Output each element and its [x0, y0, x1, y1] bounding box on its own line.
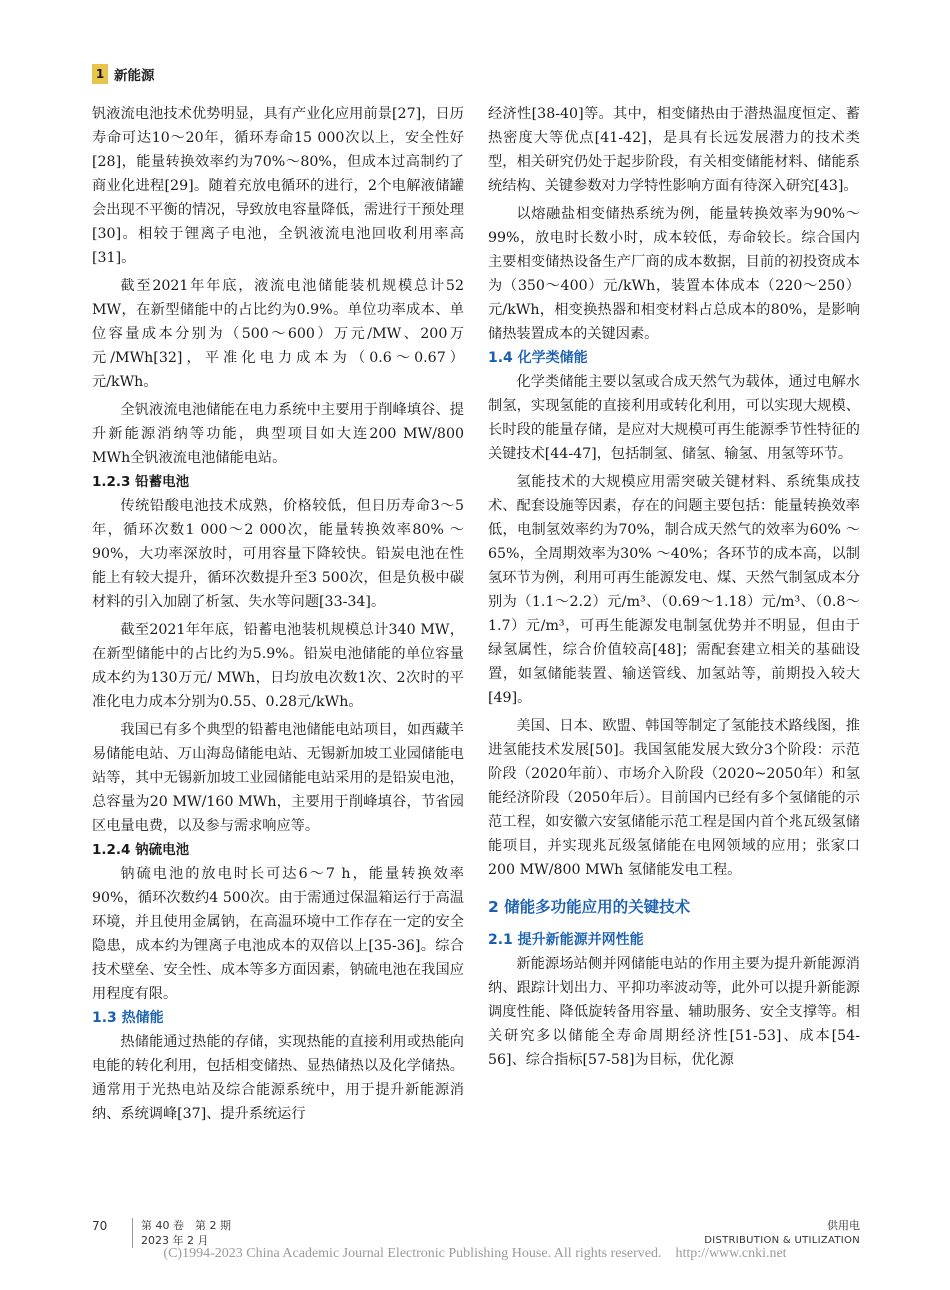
- paragraph: 新能源场站侧并网储能电站的作用主要为提升新能源消纳、跟踪计划出力、平抑功率波动等，此外可以提升新能源调度性能、降低旋转备用容量、辅助服务、安全支撑等。相关研究多以储能全寿命周期经济性[51-53]、成本[54-56]、综合指标[57-58]为目标，优化源: [488, 956, 860, 1068]
- footer-volume: 第 40 卷 第 2 期: [141, 1219, 231, 1232]
- paragraph: 我国已有多个典型的铅蓄电池储能电站项目，如西藏羊易储能电站、万山海岛储能电站、无锡新加坡工业园储能电站等，其中无锡新加坡工业园储能电站采用的是铅炭电池，总容量为20 MW/160 MWh，主要用于削峰填谷，节省园区电量电费，以及参与需求响应等。: [92, 722, 464, 834]
- footer-journal-cn: 供用电: [827, 1219, 860, 1232]
- right-column: [488, 102, 860, 1072]
- chapter-heading: 2 储能多功能应用的关键技术: [488, 898, 691, 916]
- subsection-heading: 1.2.4 钠硫电池: [92, 842, 190, 858]
- paragraph: 全钒液流电池储能在电力系统中主要用于削峰填谷、提升新能源消纳等功能，典型项目如大连200 MW/800 MWh全钒液流电池储能电站。: [92, 402, 464, 466]
- journal-name: 新能源: [114, 68, 155, 84]
- copyright-watermark: (C)1994-2023 China Academic Journal Electronic Publishing House. All rights reserved. http://www.cnki.net: [163, 1246, 787, 1261]
- paragraph: 热储能通过热能的存储，实现热能的直接利用或热能向电能的转化利用，包括相变储热、显热储热以及化学储热。通常用于光热电站及综合能源系统中，用于提升新能源消纳、系统调峰[37]、提升系统运行: [92, 1034, 464, 1122]
- footer-date: 2023 年 2 月: [141, 1234, 209, 1247]
- paragraph: 截至2021年年底，液流电池储能装机规模总计52 MW，在新型储能中的占比约为0.9%。单位功率成本、单位容量成本分别为（500～600）万元/MW、200万元/MWh[32]，平准化电力成本为（0.6～0.67）元/kWh。: [92, 278, 464, 390]
- paragraph: 美国、日本、欧盟、韩国等制定了氢能技术路线图，推进氢能技术发展[50]。我国氢能发展大致分3个阶段：示范阶段（2020年前）、市场介入阶段（2020~2050年）和氢能经济阶段（2050年后）。目前国内已经有多个氢储能的示范工程，如安徽六安氢储能示范工程是国内首个兆瓦级氢储能项目，并实现兆瓦级氢储能在电网领域的应用；张家口200 MW/800 MWh 氢储能发电工程。: [488, 718, 860, 878]
- paragraph: 钒液流电池技术优势明显，具有产业化应用前景[27]，日历寿命可达10～20年，循环寿命15 000次以上，安全性好[28]，能量转换效率约为70%～80%，但成本过高制约了商业化进程[29]。随着充放电循环的进行，2个电解液储罐会出现不平衡的情况，导致放电容量降低，需进行干预处理[30]。相较于锂离子电池，全钒液流电池回收利用率高[31]。: [92, 106, 464, 266]
- left-column: [92, 102, 464, 1126]
- section-heading: 2.1 提升新能源并网性能: [488, 932, 644, 948]
- paragraph: 钠硫电池的放电时长可达6～7 h，能量转换效率90%，循环次数约4 500次。由于需通过保温箱运行于高温环境，并且使用金属钠，在高温环境中工作存在一定的安全隐患，成本约为锂离子电池成本的双倍以上[35-36]。综合技术壁垒、安全性、成本等多方面因素，钠硫电池在我国应用程度有限。: [92, 866, 464, 1002]
- subsection-heading: 1.2.3 铅蓄电池: [92, 474, 190, 490]
- paragraph: 化学类储能主要以氢或合成天然气为载体，通过电解水制氢，实现氢能的直接利用或转化利用，可以实现大规模、长时段的能量存储，是应对大规模可再生能源季节性特征的关键技术[44-47]，包括制氢、储氢、输氢、用氢等环节。: [488, 374, 860, 462]
- footer-page-number: 70: [92, 1219, 108, 1233]
- section-heading: 1.4 化学类储能: [488, 350, 588, 366]
- footer-journal-en: DISTRIBUTION & UTILIZATION: [704, 1235, 860, 1246]
- section-heading: 1.3 热储能: [92, 1010, 164, 1026]
- running-header: [92, 64, 155, 84]
- paragraph: 经济性[38-40]等。其中，相变储热由于潜热温度恒定、蓄热密度大等优点[41-42]，是具有长远发展潜力的技术类型，相关研究仍处于起步阶段，有关相变储能材料、储能系统结构、关键参数对力学特性影响方面有待深入研究[43]。: [488, 106, 860, 194]
- paragraph: 传统铅酸电池技术成熟，价格较低，但日历寿命3～5年，循环次数1 000～2 000次，能量转换效率80% ～90%，大功率深放时，可用容量下降较快。铅炭电池在性能上有较大提升，循环次数提升至3 500次，但是负极中碳材料的引入加剧了析氢、失水等问题[33-34]。: [92, 498, 464, 610]
- paragraph: 氢能技术的大规模应用需突破关键材料、系统集成技术、配套设施等因素，存在的问题主要包括：能量转换效率低，电制氢效率约为70%，制合成天然气的效率为60% ～65%，全周期效率为30% ～40%；各环节的成本高，以制氢环节为例，利用可再生能源发电、煤、天然气制氢成本分别为（1.1～2.2）元/m³、（0.69～1.18）元/m³、（0.8～1.7）元/m³，可再生能源发电制氢优势并不明显，但由于绿氢属性，综合价值较高[48]；需配套建立相关的基础设置，如氢储能装置、输送管线、加氢站等，前期投入较大[49]。: [488, 474, 860, 706]
- paragraph: 截至2021年年底，铅蓄电池装机规模总计340 MW，在新型储能中的占比约为5.9%。铅炭电池储能的单位容量成本约为130万元/ MWh，日均放电次数1次、2次时的平准化电力成本分别为0.55、0.28元/kWh。: [92, 622, 464, 710]
- header-marker: 1: [92, 64, 108, 84]
- paragraph: 以熔融盐相变储热系统为例，能量转换效率为90%～99%，放电时长数小时，成本较低，寿命较长。综合国内主要相变储热设备生产厂商的成本数据，目前的初投资成本为（350～400）元/kWh，装置本体成本（220～250）元/kWh，相变换热器和相变材料占总成本的80%，是影响储热装置成本的关键因素。: [488, 206, 860, 342]
